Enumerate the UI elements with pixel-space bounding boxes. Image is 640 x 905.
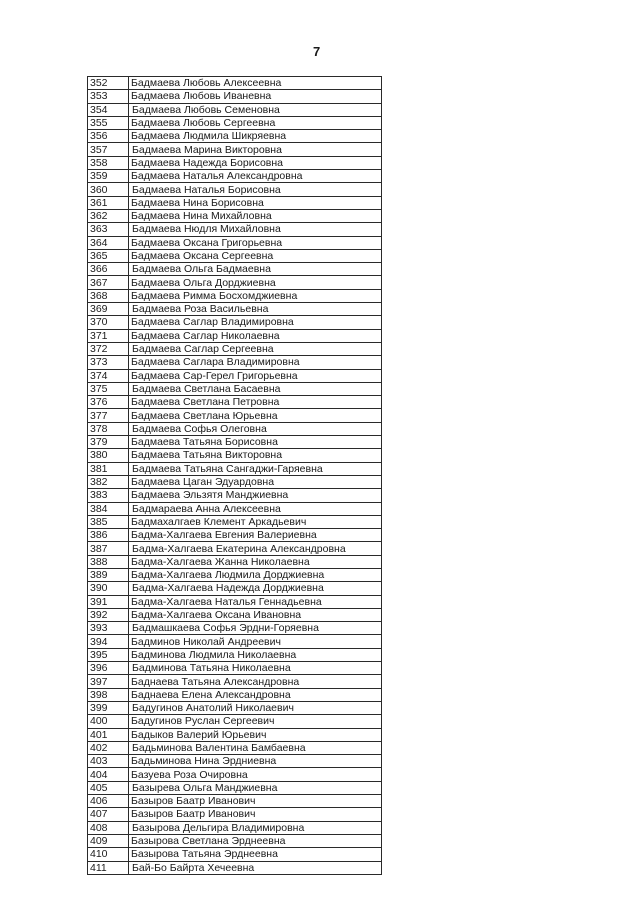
row-number-cell: 358 — [88, 156, 129, 169]
table-row — [88, 781, 382, 794]
row-number-cell: 379 — [88, 436, 129, 449]
row-number-cell: 383 — [88, 489, 129, 502]
full-name-cell: Бадьминова Валентина Бамбаевна — [129, 741, 382, 754]
row-number-cell: 403 — [88, 755, 129, 768]
full-name-cell: Базырова Татьяна Эрднеевна — [129, 848, 382, 861]
table-row — [88, 316, 382, 329]
table-row — [88, 582, 382, 595]
table-row — [88, 196, 382, 209]
full-name-cell: Бадмаева Татьяна Сангаджи-Гаряевна — [129, 462, 382, 475]
full-name-cell: Базуева Роза Очировна — [129, 768, 382, 781]
row-number-cell: 361 — [88, 196, 129, 209]
full-name-cell: Бадма-Халгаева Наталья Геннадьевна — [129, 595, 382, 608]
full-name-cell: Бадмахалгаев Клемент Аркадьевич — [129, 515, 382, 528]
row-number-cell: 395 — [88, 648, 129, 661]
row-number-cell: 401 — [88, 728, 129, 741]
table-row — [88, 688, 382, 701]
full-name-cell: Бадма-Халгаева Екатерина Александровна — [129, 542, 382, 555]
row-number-cell: 380 — [88, 449, 129, 462]
row-number-cell: 407 — [88, 808, 129, 821]
row-number-cell: 385 — [88, 515, 129, 528]
table-row — [88, 515, 382, 528]
table-row — [88, 489, 382, 502]
row-number-cell: 359 — [88, 170, 129, 183]
full-name-cell: Баднаева Татьяна Александровна — [129, 675, 382, 688]
table-row — [88, 648, 382, 661]
full-name-cell: Бадмаева Саглара Владимировна — [129, 356, 382, 369]
full-name-cell: Бай-Бо Байрта Хечеевна — [129, 861, 382, 874]
row-number-cell: 408 — [88, 821, 129, 834]
table-row — [88, 170, 382, 183]
row-number-cell: 377 — [88, 409, 129, 422]
full-name-cell: Бадмаева Татьяна Викторовна — [129, 449, 382, 462]
full-name-cell: Бадмаева Светлана Басаевна — [129, 382, 382, 395]
full-name-cell: Бадмашкаева Софья Эрдни-Горяевна — [129, 622, 382, 635]
table-row — [88, 116, 382, 129]
row-number-cell: 353 — [88, 90, 129, 103]
row-number-cell: 404 — [88, 768, 129, 781]
full-name-cell: Бадмаева Нюдля Михайловна — [129, 223, 382, 236]
row-number-cell: 410 — [88, 848, 129, 861]
row-number-cell: 362 — [88, 209, 129, 222]
row-number-cell: 369 — [88, 303, 129, 316]
table-row — [88, 608, 382, 621]
full-name-cell: Бадмаева Римма Босхомджиевна — [129, 289, 382, 302]
table-row — [88, 834, 382, 847]
row-number-cell: 409 — [88, 834, 129, 847]
full-name-cell: Базырова Светлана Эрднеевна — [129, 834, 382, 847]
full-name-cell: Бадьминова Нина Эрдниевна — [129, 755, 382, 768]
table-row — [88, 103, 382, 116]
row-number-cell: 366 — [88, 263, 129, 276]
full-name-cell: Бадыков Валерий Юрьевич — [129, 728, 382, 741]
full-name-cell: Бадмаева Любовь Сергеевна — [129, 116, 382, 129]
full-name-cell: Бадмаева Татьяна Борисовна — [129, 436, 382, 449]
row-number-cell: 360 — [88, 183, 129, 196]
table-row — [88, 449, 382, 462]
full-name-cell: Бадмаева Надежда Борисовна — [129, 156, 382, 169]
full-name-cell: Бадугинов Руслан Сергеевич — [129, 715, 382, 728]
full-name-cell: Бадмаева Светлана Петровна — [129, 396, 382, 409]
table-row — [88, 861, 382, 874]
row-number-cell: 411 — [88, 861, 129, 874]
row-number-cell: 396 — [88, 662, 129, 675]
row-number-cell: 406 — [88, 795, 129, 808]
table-row — [88, 848, 382, 861]
full-name-cell: Базырова Дельгира Владимировна — [129, 821, 382, 834]
full-name-cell: Бадма-Халгаева Жанна Николаевна — [129, 555, 382, 568]
table-row — [88, 369, 382, 382]
full-name-cell: Бадмаева Софья Олеговна — [129, 422, 382, 435]
full-name-cell: Бадма-Халгаева Людмила Дорджиевна — [129, 568, 382, 581]
full-name-cell: Бадминов Николай Андреевич — [129, 635, 382, 648]
row-number-cell: 357 — [88, 143, 129, 156]
full-name-cell: Бадмаева Людмила Шикряевна — [129, 130, 382, 143]
row-number-cell: 397 — [88, 675, 129, 688]
table-row — [88, 396, 382, 409]
row-number-cell: 399 — [88, 701, 129, 714]
full-name-cell: Бадмаева Любовь Алексеевна — [129, 77, 382, 90]
table-row — [88, 715, 382, 728]
table-row — [88, 568, 382, 581]
row-number-cell: 368 — [88, 289, 129, 302]
row-number-cell: 386 — [88, 529, 129, 542]
full-name-cell: Бадминова Татьяна Николаевна — [129, 662, 382, 675]
full-name-cell: Бадмаева Саглар Сергеевна — [129, 342, 382, 355]
table-row — [88, 329, 382, 342]
full-name-cell: Бадминова Людмила Николаевна — [129, 648, 382, 661]
table-row — [88, 77, 382, 90]
full-name-cell: Бадмаева Роза Васильевна — [129, 303, 382, 316]
table-row — [88, 249, 382, 262]
table-row — [88, 662, 382, 675]
row-number-cell: 367 — [88, 276, 129, 289]
row-number-cell: 389 — [88, 568, 129, 581]
table-row — [88, 130, 382, 143]
full-name-cell: Бадмараева Анна Алексеевна — [129, 502, 382, 515]
table-row — [88, 755, 382, 768]
full-name-cell: Бадмаева Цаган Эдуардовна — [129, 475, 382, 488]
table-row — [88, 342, 382, 355]
table-row — [88, 209, 382, 222]
table-row — [88, 622, 382, 635]
table-row — [88, 635, 382, 648]
row-number-cell: 392 — [88, 608, 129, 621]
full-name-cell: Бадмаева Нина Михайловна — [129, 209, 382, 222]
full-name-cell: Бадмаева Светлана Юрьевна — [129, 409, 382, 422]
full-name-cell: Баднаева Елена Александровна — [129, 688, 382, 701]
full-name-cell: Бадмаева Саглар Николаевна — [129, 329, 382, 342]
row-number-cell: 373 — [88, 356, 129, 369]
full-name-cell: Бадмаева Любовь Семеновна — [129, 103, 382, 116]
full-name-cell: Бадмаева Любовь Иваневна — [129, 90, 382, 103]
row-number-cell: 390 — [88, 582, 129, 595]
table-row — [88, 595, 382, 608]
row-number-cell: 400 — [88, 715, 129, 728]
table-row — [88, 768, 382, 781]
table-row — [88, 555, 382, 568]
table-row — [88, 675, 382, 688]
names-table-body — [88, 77, 382, 875]
table-row — [88, 821, 382, 834]
table-row — [88, 289, 382, 302]
table-row — [88, 422, 382, 435]
row-number-cell: 378 — [88, 422, 129, 435]
table-row — [88, 701, 382, 714]
table-row — [88, 183, 382, 196]
table-row — [88, 409, 382, 422]
full-name-cell: Бадмаева Нина Борисовна — [129, 196, 382, 209]
table-row — [88, 303, 382, 316]
table-row — [88, 156, 382, 169]
table-row — [88, 90, 382, 103]
row-number-cell: 371 — [88, 329, 129, 342]
full-name-cell: Бадмаева Саглар Владимировна — [129, 316, 382, 329]
table-row — [88, 236, 382, 249]
row-number-cell: 384 — [88, 502, 129, 515]
table-row — [88, 808, 382, 821]
row-number-cell: 363 — [88, 223, 129, 236]
table-row — [88, 263, 382, 276]
full-name-cell: Бадмаева Сар-Герел Григорьевна — [129, 369, 382, 382]
table-row — [88, 529, 382, 542]
full-name-cell: Бадмаева Марина Викторовна — [129, 143, 382, 156]
table-row — [88, 223, 382, 236]
table-row — [88, 795, 382, 808]
full-name-cell: Бадма-Халгаева Евгения Валериевна — [129, 529, 382, 542]
row-number-cell: 405 — [88, 781, 129, 794]
row-number-cell: 376 — [88, 396, 129, 409]
page-number: 7 — [313, 44, 321, 59]
full-name-cell: Базыров Баатр Иванович — [129, 795, 382, 808]
full-name-cell: Бадмаева Ольга Дорджиевна — [129, 276, 382, 289]
full-name-cell: Бадмаева Эльзятя Манджиевна — [129, 489, 382, 502]
row-number-cell: 365 — [88, 249, 129, 262]
row-number-cell: 388 — [88, 555, 129, 568]
row-number-cell: 356 — [88, 130, 129, 143]
table-row — [88, 436, 382, 449]
table-row — [88, 276, 382, 289]
table-row — [88, 462, 382, 475]
full-name-cell: Бадугинов Анатолий Николаевич — [129, 701, 382, 714]
table-row — [88, 741, 382, 754]
names-table — [87, 76, 382, 875]
full-name-cell: Бадмаева Оксана Григорьевна — [129, 236, 382, 249]
full-name-cell: Бадмаева Наталья Александровна — [129, 170, 382, 183]
row-number-cell: 394 — [88, 635, 129, 648]
row-number-cell: 381 — [88, 462, 129, 475]
row-number-cell: 375 — [88, 382, 129, 395]
row-number-cell: 402 — [88, 741, 129, 754]
row-number-cell: 387 — [88, 542, 129, 555]
full-name-cell: Базыров Баатр Иванович — [129, 808, 382, 821]
row-number-cell: 374 — [88, 369, 129, 382]
table-row — [88, 502, 382, 515]
full-name-cell: Бадма-Халгаева Оксана Ивановна — [129, 608, 382, 621]
row-number-cell: 372 — [88, 342, 129, 355]
table-row — [88, 542, 382, 555]
full-name-cell: Базырева Ольга Манджиевна — [129, 781, 382, 794]
row-number-cell: 364 — [88, 236, 129, 249]
row-number-cell: 391 — [88, 595, 129, 608]
full-name-cell: Бадмаева Оксана Сергеевна — [129, 249, 382, 262]
table-row — [88, 475, 382, 488]
full-name-cell: Бадмаева Ольга Бадмаевна — [129, 263, 382, 276]
table-row — [88, 728, 382, 741]
row-number-cell: 398 — [88, 688, 129, 701]
table-row — [88, 382, 382, 395]
full-name-cell: Бадма-Халгаева Надежда Дорджиевна — [129, 582, 382, 595]
row-number-cell: 393 — [88, 622, 129, 635]
table-row — [88, 143, 382, 156]
row-number-cell: 355 — [88, 116, 129, 129]
row-number-cell: 382 — [88, 475, 129, 488]
full-name-cell: Бадмаева Наталья Борисовна — [129, 183, 382, 196]
row-number-cell: 370 — [88, 316, 129, 329]
row-number-cell: 352 — [88, 77, 129, 90]
row-number-cell: 354 — [88, 103, 129, 116]
table-row — [88, 356, 382, 369]
